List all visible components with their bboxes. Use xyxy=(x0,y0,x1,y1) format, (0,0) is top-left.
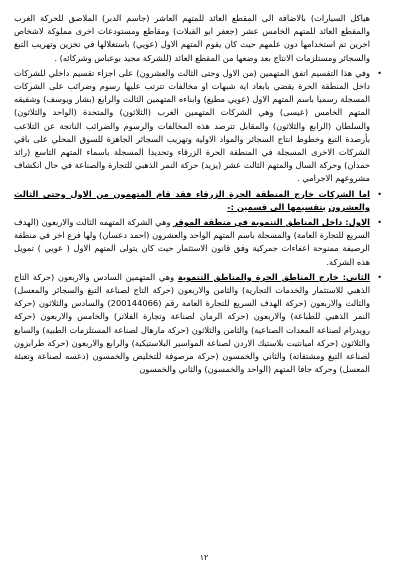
paragraph-1: هياكل السيارات) بالاضافة الى المقطع العائد للمتهم العاشر (جاسم الدبر) الملاصق للحركة الغرب والمقطع العائد للمتهم الخامس عشر (جعفر ابو القبلات) ومقاطع ومستودعات اخرى مملوكة لاشخاص اخرين تم استخدامها دون علمهم حيث كان يقوم المتهم الاول (عويي) باستغلالها في تخزين وتهريب التبغ والسجائر ومستلزمات الانتاج بعد وضعها من المقطع العائد (للشركة مجيد بوعباس وشركائه) . xyxy=(14,13,370,63)
bullet-icon: • xyxy=(377,272,382,282)
paragraph-3-tail: بتقسيمها الى قسمين :- xyxy=(227,201,326,212)
paragraph-5-text: وهي المتهمين السادس والاربعون (حركة التاج الذهبي للاستثمار والخدمات التجارية) والثامن والاربعون (حركة التاج لصناعة التبغ والسجائر والمعسل) والثالث والاربعون (حركة الهدف السريع للتجارة العامة رقم (200144066) والسادس والثلاثون (حركة النمر الذهبي للطباعة) والاربعون (حركة الرمان لصناعة وتجارة الفلاتر) والخامس والاربعون (حركة رويدرام لصناعة المعدات الصناعية) والثامن والثلاثون (حركة مارهال لصناعة المستلزمات الطبية) والسابع والثلاثون (حركة اميانتيت بلاستيك الاردن لصناعة المواسير البلاستيكية) والرابع والاربعون (حركة طرابزون لصناعة التبغ ومشتقاته) والثاني والخمسون (حركة مرصوفة للتخليص والخمسون (دعسه لصناعة وتعبئة المعسل) وحركة جافا المتهم (الواحد والخمسون) والثاني والخمسون xyxy=(14,271,370,375)
paragraph-2-text: وفي هذا التقسيم اتفق المتهمين (من الاول وحتى الثالث والعشرون) على اجزاء تقسيم داخلي للشركات داخل المنطقة الحرة يقضي بابعاد اية شبهات او مخالفات تترتب عليها رسوم وضرائب على الشركات المسجلة رسميا باسم المتهم الاول (عويي مطيع) وابناءه المتهمين الثالث والرابع (بشار ويوسف) وشقيقه المتهم الخامس (عيسى) وهي الشركات المتهمين الغرب (الثلاثون) والمتحدة (الواحد والثلاثون) والسلطان (الرابع والثلاثون) والمقابل تترصد هذه المخالفات والرسوم والضرائب الناتجة عن التلاعب بأرصدة التبغ وخطوط انتاج السجائر والمواد الاولية وتهريب السجائر الجاهزة للسوق المحلي على باقي الشركات الاخرى المسجلة في المنطقة الحرة الزرقاء وتحديدا المسجلة باسماء المتهم التاسع (رائد حمدان) وحركة السال والمتهم الثالث عشر (يزيد) حركة النمر الذهبي للتجارة والصناعة في حال انكشاف مشروعهم الاجرامي . xyxy=(14,67,370,184)
paragraph-3-lead: اما الشركات خارج المنطقة الحرة الزرقاء فقد قام المتهمون من الاول وحتى الثالث والعشرون xyxy=(14,188,370,212)
paragraph-4-text: وهي الشركة المتهمه الثالث والاربعون (الهدف السريع للتجارة العامة) والمسجلة باسم المتهم الواحد والعشرون (احمد دعسان) ولها فرع اخر في منطقة الرصيفة ممنوحة اعفاءات جمركية وفق قانون الاستثمار حيث كان يتولى المتهم الاول ( عويي ) تمويل هذه الشركة. xyxy=(14,217,370,267)
paragraph-2 xyxy=(14,67,392,186)
paragraph-4 xyxy=(14,216,392,269)
bullet-icon: • xyxy=(377,218,382,228)
paragraph-5 xyxy=(14,271,392,377)
page-number: ١٢ xyxy=(199,553,209,562)
paragraph-4-heading: الاول: داخل المناطق التنموية في منطقة الموقر xyxy=(173,217,370,228)
paragraph-5-heading: الثاني: خارج المناطق الحرة والمناطق التنموية xyxy=(177,271,370,282)
bullet-icon: • xyxy=(377,189,382,199)
bullet-icon: • xyxy=(377,68,382,78)
paragraph-3 xyxy=(14,188,392,214)
